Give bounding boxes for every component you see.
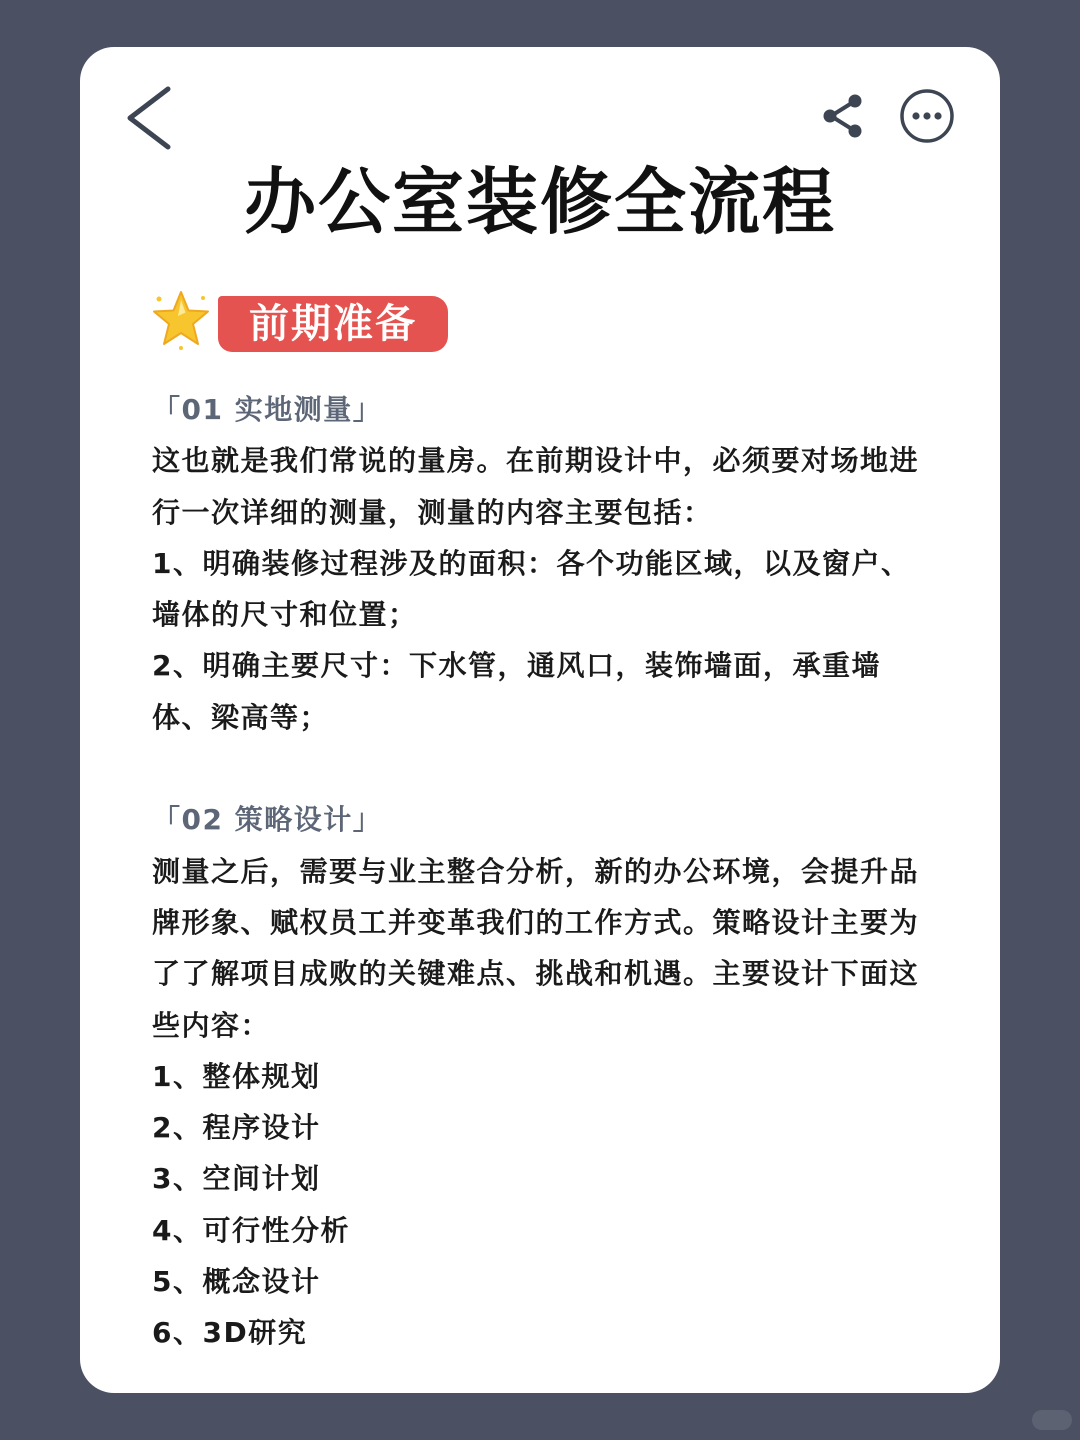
list-item: 2、程序设计: [152, 1111, 321, 1145]
paragraph-line: 1、明确装修过程涉及的面积：各个功能区域，以及窗户、: [152, 546, 911, 580]
paragraph-line: 2、明确主要尺寸：下水管，通风口，装饰墙面，承重墙: [152, 649, 881, 683]
share-icon: [820, 93, 866, 139]
section-heading: 「01 实地测量」: [152, 393, 383, 426]
list-item: 4、可行性分析: [152, 1213, 350, 1247]
more-button[interactable]: [898, 87, 956, 145]
paragraph-spacer: [152, 743, 972, 794]
paragraph-line: 测量之后，需要与业主整合分析，新的办公环境，会提升品: [152, 854, 920, 888]
page-title: 办公室装修全流程: [243, 160, 836, 244]
section-heading: 「02 策略设计」: [152, 803, 383, 837]
list-item: 3、空间计划: [152, 1162, 321, 1196]
watermark: [1032, 1410, 1072, 1430]
article-body: [152, 384, 972, 1359]
paragraph-line: 牌形象、赋权员工并变革我们的工作方式。策略设计主要为: [152, 905, 920, 939]
paragraph-line: 这也就是我们常说的量房。在前期设计中，必须要对场地进: [152, 444, 920, 478]
list-item: 1、整体规划: [152, 1059, 321, 1093]
content-card: [80, 47, 1000, 1393]
paragraph-line: 体、梁高等；: [152, 700, 330, 734]
star-icon: [150, 289, 212, 351]
back-button[interactable]: [120, 83, 180, 153]
chevron-left-icon: [120, 83, 180, 153]
list-item: 5、概念设计: [152, 1265, 321, 1299]
paragraph-line: 些内容：: [152, 1008, 271, 1042]
section-tag: 前期准备: [218, 296, 448, 352]
paragraph-line: 墙体的尺寸和位置；: [152, 598, 418, 632]
share-button[interactable]: [820, 93, 866, 139]
paragraph-line: 行一次详细的测量，测量的内容主要包括：: [152, 495, 713, 529]
list-item: 6、3D研究: [152, 1316, 308, 1350]
paragraph-line: 了了解项目成败的关键难点、挑战和机遇。主要设计下面这: [152, 957, 920, 991]
more-horizontal-icon: [898, 87, 956, 145]
